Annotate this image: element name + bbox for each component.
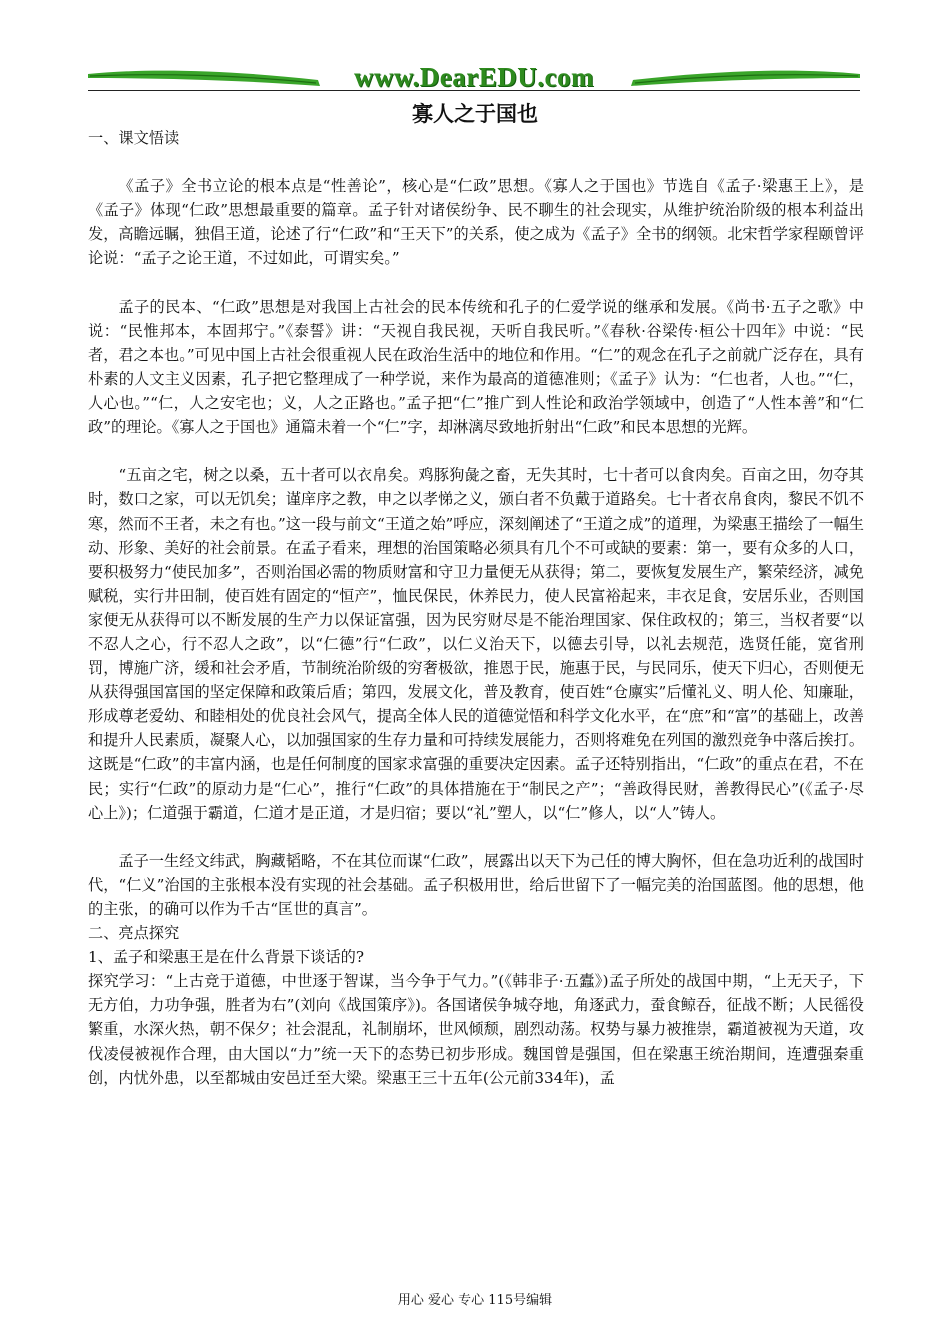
paragraph-gap — [88, 825, 864, 849]
document-title: 寡人之于国也 — [412, 101, 538, 126]
answer-paragraph: 探究学习：“上古竞于道德，中世逐于智谋，当今争于气力。”(《韩非子·五蠹》)孟子所处的战国中期，“上无天子，下无方伯，力功争强，胜者为右”(刘向《战国策序》)。各国诸侯争城夺地，角逐武力，蚕食鲸吞，征战不断；人民徭役繁重，水深火热，朝不保夕；社会混乱，礼制崩坏，世风倾颓，剧烈动荡。权势与暴力被推崇，霸道被视为天道，攻伐凌侵被视作合理，由大国以“力”统一天下的态势已初步形成。魏国曾是强国，但在梁惠王统治期间，连遭强秦重创，内忧外患，以至都城由安邑迁至大梁。梁惠王三十五年(公元前334年)，孟 — [88, 972, 864, 1087]
paragraph: “五亩之宅，树之以桑，五十者可以衣帛矣。鸡豚狗彘之畜，无失其时，七十者可以食肉矣。百亩之田，勿夺其时，数口之家，可以无饥矣；谨庠序之教，申之以孝悌之义，颁白者不负戴于道路矣。七十者衣帛食肉，黎民不饥不寒，然而不王者，未之有也。”这一段与前文“王道之始”呼应，深刻阐述了“王道之成”的道理，为梁惠王描绘了一幅生动、形象、美好的社会前景。在孟子看来，理想的治国策略必须具有几个不可或缺的要素：第一，要有众多的人口，要积极努力“使民加多”，否则治国必需的物质财富和守卫力量便无从获得；第二，要恢复发展生产，繁荣经济，减免赋税，实行井田制，使百姓有固定的“恒产”，恤民保民，休养民力，使人民富裕起来，丰衣足食，安居乐业，否则国家便无从获得可以不断发展的生产力以保证富强，因为民穷财尽是不能治理国家、保住政权的；第三，当权者要“以不忍人之心，行不忍人之政”，以“仁德”行“仁政”，以仁义治天下，以德去引导，以礼去规范，选贤任能，宽省刑罚，博施广济，缓和社会矛盾，节制统治阶级的穷奢极欲，推恩于民，施惠于民，与民同乐，使天下归心，否则便无从获得强国富国的坚定保障和政策后盾；第四，发展文化，普及教育，使百姓“仓廪实”后懂礼义、明人伦、知廉耻，形成尊老爱幼、和睦相处的优良社会风气，提高全体人民的道德觉悟和科学文化水平，在“庶”和“富”的基础上，改善和提升人民素质，凝聚人心，以加强国家的生存力量和可持续发展能力，否则将难免在列国的激烈竞争中落后挨打。这既是“仁政”的丰富内涵，也是任何制度的国家求富强的重要决定因素。孟子还特别指出，“仁政”的重点在君，不在民；实行“仁政”的原动力是“仁心”，推行“仁政”的具体措施在于“制民之产”；“善政得民财，善教得民心”(《孟子·尽心上》)；仁道强于霸道，仁道才是正道，才是归宿；要以“礼”塑人，以“仁”修人，以“人”铸人。 — [88, 466, 864, 822]
header-rule — [88, 90, 860, 91]
paragraph: 孟子一生经文纬武，胸藏韬略，不在其位而谋“仁政”，展露出以天下为己任的博大胸怀，但在急功近利的战国时代，“仁义”治国的主张根本没有实现的社会基础。孟子积极用世，给后世留下了一幅完美的治国蓝图。他的思想，他的主张，的确可以作为千古“匡世的真言”。 — [88, 851, 864, 918]
paragraph-gap — [88, 150, 864, 174]
paragraph: 《孟子》全书立论的根本点是“性善论”，核心是“仁政”思想。《寡人之于国也》节选自《孟子·梁惠王上》，是《孟子》体现“仁政”思想最重要的篇章。孟子针对诸侯纷争、民不聊生的社会现实，从维护统治阶级的根本利益出发，高瞻远瞩，独倡王道，论述了行“仁政”和“王天下”的关系，使之成为《孟子》全书的纲领。北宋哲学家程颐曾评论说：“孟子之论王道，不过如此，可谓实矣。” — [88, 177, 864, 268]
paragraph-gap — [88, 439, 864, 463]
section-heading: 二、亮点探究 — [88, 924, 180, 943]
paragraph-gap — [88, 271, 864, 295]
document-body — [88, 126, 864, 1090]
page-footer: 用心 爱心 专心 115号编辑 — [397, 1293, 553, 1308]
section-heading: 一、课文悟读 — [88, 129, 180, 147]
site-logo-text: www.DearEDU.com — [354, 62, 594, 92]
paragraph: 孟子的民本、“仁政”思想是对我国上古社会的民本传统和孔子的仁爱学说的继承和发展。《尚书·五子之歌》中说：“民惟邦本，本固邦宁。”《泰誓》讲：“天视自我民视，天听自我民听。”《春秋·谷梁传·桓公十四年》中说：“民者，君之本也。”可见中国上古社会很重视人民在政治生活中的地位和作用。“仁”的观念在孔子之前就广泛存在，具有朴素的人文主义因素，孔子把它整理成了一种学说，来作为最高的道德准则；《孟子》认为：“仁也者，人也。”“仁，人心也。”“仁，人之安宅也；义，人之正路也。”孟子把“仁”推广到人性论和政治学领域中，创造了“人性本善”和“仁政”的理论。《寡人之于国也》通篇未着一个“仁”字，却淋漓尽致地折射出“仁政”和民本思想的光辉。 — [88, 297, 864, 437]
question: 1、孟子和梁惠王是在什么背景下谈话的? — [88, 948, 364, 967]
